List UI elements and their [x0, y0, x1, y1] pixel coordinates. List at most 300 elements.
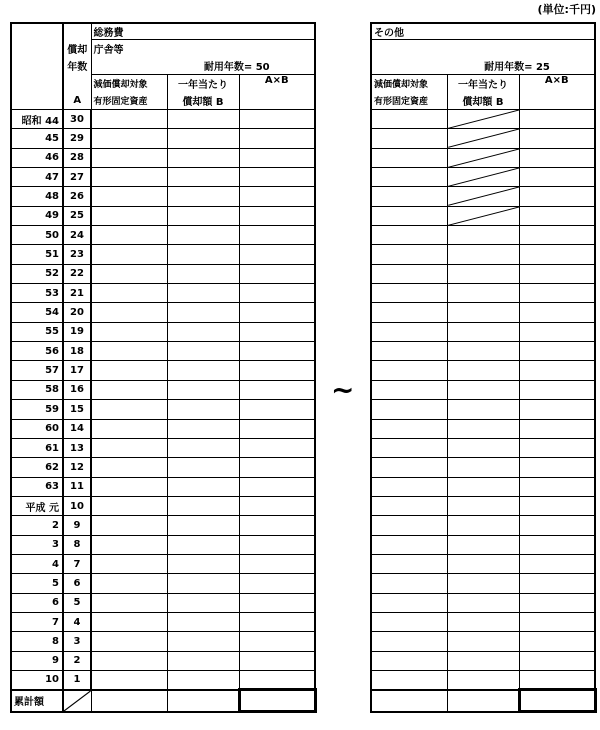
product-cell[interactable]: [519, 284, 595, 303]
asset-cell[interactable]: [91, 477, 167, 496]
diagonal-slash: [448, 187, 519, 205]
annual-cell[interactable]: [447, 322, 519, 341]
table-row: [371, 361, 595, 380]
total-annual-cell[interactable]: [167, 690, 239, 712]
annual-cell[interactable]: [447, 187, 519, 206]
product-cell[interactable]: [239, 342, 315, 361]
annual-cell[interactable]: [167, 110, 239, 129]
product-cell[interactable]: [239, 593, 315, 612]
annual-cell[interactable]: [447, 574, 519, 593]
asset-cell[interactable]: [91, 168, 167, 187]
total-product-cell[interactable]: [239, 690, 315, 712]
product-cell[interactable]: [239, 632, 315, 651]
annual-cell[interactable]: [447, 168, 519, 187]
product-cell[interactable]: [519, 206, 595, 225]
table-row: [11, 322, 315, 341]
asset-cell[interactable]: [91, 535, 167, 554]
asset-cell[interactable]: [91, 245, 167, 264]
depr-years-cell: 1: [63, 670, 91, 689]
product-cell[interactable]: [239, 574, 315, 593]
asset-cell[interactable]: [91, 380, 167, 399]
depr-years-cell: 6: [63, 574, 91, 593]
asset-cell[interactable]: [91, 206, 167, 225]
annual-cell[interactable]: [167, 322, 239, 341]
annual-cell[interactable]: [167, 168, 239, 187]
year-cell: 63: [11, 477, 63, 496]
annual-cell[interactable]: [167, 516, 239, 535]
table-row: [11, 496, 315, 515]
annual-cell[interactable]: [447, 361, 519, 380]
annual-cell[interactable]: [167, 264, 239, 283]
product-cell[interactable]: [519, 361, 595, 380]
asset-cell[interactable]: [371, 477, 447, 496]
table-row: [11, 574, 315, 593]
annual-cell[interactable]: [447, 458, 519, 477]
asset-cell[interactable]: [371, 110, 447, 129]
asset-cell[interactable]: [371, 284, 447, 303]
product-cell[interactable]: [519, 516, 595, 535]
table-row: [11, 458, 315, 477]
table-row: [371, 168, 595, 187]
annual-cell[interactable]: [447, 148, 519, 167]
product-cell[interactable]: [519, 554, 595, 573]
year-cell: 2: [11, 516, 63, 535]
product-cell[interactable]: [519, 303, 595, 322]
total-product-cell[interactable]: [519, 690, 595, 712]
table-row: [371, 651, 595, 670]
annual-cell[interactable]: [447, 303, 519, 322]
asset-cell[interactable]: [371, 554, 447, 573]
table-row: [11, 612, 315, 631]
product-cell[interactable]: [239, 380, 315, 399]
annual-cell[interactable]: [447, 110, 519, 129]
product-cell[interactable]: [519, 419, 595, 438]
table-row: [371, 593, 595, 612]
asset-cell[interactable]: [91, 110, 167, 129]
product-cell[interactable]: [239, 651, 315, 670]
year-cell: 平成 元: [11, 496, 63, 515]
depr-years-cell: 16: [63, 380, 91, 399]
total-row: [11, 690, 315, 712]
annual-cell[interactable]: [447, 535, 519, 554]
table-row: [371, 303, 595, 322]
product-cell[interactable]: [519, 322, 595, 341]
product-cell[interactable]: [239, 516, 315, 535]
diagonal-slash: [448, 207, 519, 225]
table-row: [11, 651, 315, 670]
table-row: [371, 554, 595, 573]
product-cell[interactable]: [239, 496, 315, 515]
total-annual-cell[interactable]: [447, 690, 519, 712]
table-row: [371, 110, 595, 129]
table-row: [11, 148, 315, 167]
asset-cell[interactable]: [91, 342, 167, 361]
table-row: [371, 632, 595, 651]
table-row: [371, 226, 595, 245]
year-cell: 45: [11, 129, 63, 148]
product-cell[interactable]: [239, 400, 315, 419]
annual-cell[interactable]: [447, 264, 519, 283]
annual-cell[interactable]: [167, 129, 239, 148]
annual-cell[interactable]: [447, 496, 519, 515]
right-col-asset-2: 有形固定資産: [371, 92, 447, 110]
annual-cell[interactable]: [447, 651, 519, 670]
asset-cell[interactable]: [371, 361, 447, 380]
total-years-cell: [63, 690, 91, 712]
asset-cell[interactable]: [371, 129, 447, 148]
depr-years-cell: 9: [63, 516, 91, 535]
product-cell[interactable]: [519, 226, 595, 245]
asset-cell[interactable]: [371, 168, 447, 187]
year-cell: 57: [11, 361, 63, 380]
asset-cell[interactable]: [371, 342, 447, 361]
product-cell[interactable]: [519, 593, 595, 612]
annual-cell[interactable]: [447, 438, 519, 457]
right-col-product: A×B: [519, 75, 595, 92]
table-row: [371, 264, 595, 283]
table-row: [11, 477, 315, 496]
product-cell[interactable]: [519, 458, 595, 477]
table-row: [371, 206, 595, 225]
asset-cell[interactable]: [91, 226, 167, 245]
asset-cell[interactable]: [371, 535, 447, 554]
annual-cell[interactable]: [447, 554, 519, 573]
product-cell[interactable]: [239, 438, 315, 457]
left-col-asset-2: 有形固定資産: [91, 92, 167, 110]
annual-cell[interactable]: [167, 593, 239, 612]
table-row: [371, 612, 595, 631]
table-row: [371, 148, 595, 167]
depr-years-cell: 15: [63, 400, 91, 419]
product-cell[interactable]: [519, 670, 595, 689]
product-cell[interactable]: [239, 322, 315, 341]
product-cell[interactable]: [519, 496, 595, 515]
asset-cell[interactable]: [371, 612, 447, 631]
asset-cell[interactable]: [371, 419, 447, 438]
asset-cell[interactable]: [371, 632, 447, 651]
annual-cell[interactable]: [447, 400, 519, 419]
product-cell[interactable]: [239, 245, 315, 264]
depr-years-cell: 28: [63, 148, 91, 167]
table-row: [11, 245, 315, 264]
annual-cell[interactable]: [167, 496, 239, 515]
asset-cell[interactable]: [91, 438, 167, 457]
product-cell[interactable]: [239, 477, 315, 496]
total-asset-cell[interactable]: [371, 690, 447, 712]
asset-cell[interactable]: [371, 458, 447, 477]
depr-years-cell: 14: [63, 419, 91, 438]
product-cell[interactable]: [519, 245, 595, 264]
depr-years-cell: 21: [63, 284, 91, 303]
year-cell: 61: [11, 438, 63, 457]
asset-cell[interactable]: [371, 148, 447, 167]
depr-years-cell: 10: [63, 496, 91, 515]
table-row: [371, 380, 595, 399]
depr-years-cell: 3: [63, 632, 91, 651]
asset-cell[interactable]: [91, 632, 167, 651]
product-cell[interactable]: [239, 110, 315, 129]
product-cell[interactable]: [519, 632, 595, 651]
table-row: [371, 342, 595, 361]
asset-cell[interactable]: [371, 400, 447, 419]
right-col-annual-1: 一年当たり: [447, 75, 519, 92]
annual-cell[interactable]: [447, 419, 519, 438]
product-cell[interactable]: [519, 438, 595, 457]
table-row: [371, 419, 595, 438]
depr-years-cell: 29: [63, 129, 91, 148]
left-category: 総務費: [91, 23, 315, 40]
depr-years-header-1: 償却: [63, 40, 91, 57]
product-cell[interactable]: [239, 168, 315, 187]
year-cell: 7: [11, 612, 63, 631]
product-cell[interactable]: [239, 303, 315, 322]
year-cell: 60: [11, 419, 63, 438]
depr-years-cell: 18: [63, 342, 91, 361]
annual-cell[interactable]: [167, 206, 239, 225]
annual-cell[interactable]: [447, 226, 519, 245]
asset-cell[interactable]: [91, 303, 167, 322]
table-row: [371, 400, 595, 419]
annual-cell[interactable]: [447, 516, 519, 535]
year-cell: 3: [11, 535, 63, 554]
annual-cell[interactable]: [167, 361, 239, 380]
col-a-label: A: [63, 92, 91, 110]
asset-cell[interactable]: [371, 651, 447, 670]
year-cell: 6: [11, 593, 63, 612]
year-cell: 58: [11, 380, 63, 399]
product-cell[interactable]: [239, 129, 315, 148]
product-cell[interactable]: [239, 187, 315, 206]
total-asset-cell[interactable]: [91, 690, 167, 712]
annual-cell[interactable]: [167, 303, 239, 322]
asset-cell[interactable]: [371, 187, 447, 206]
asset-cell[interactable]: [371, 593, 447, 612]
left-life-label: 耐用年数= 50: [91, 57, 315, 75]
total-row: [371, 690, 595, 712]
asset-cell[interactable]: [371, 670, 447, 689]
product-cell[interactable]: [239, 554, 315, 573]
annual-cell[interactable]: [447, 245, 519, 264]
asset-cell[interactable]: [91, 322, 167, 341]
product-cell[interactable]: [519, 535, 595, 554]
asset-cell[interactable]: [91, 516, 167, 535]
annual-cell[interactable]: [167, 187, 239, 206]
asset-cell[interactable]: [91, 574, 167, 593]
annual-cell[interactable]: [167, 477, 239, 496]
depr-years-cell: 2: [63, 651, 91, 670]
product-cell[interactable]: [519, 380, 595, 399]
annual-cell[interactable]: [167, 380, 239, 399]
product-cell[interactable]: [519, 651, 595, 670]
table-row: [11, 438, 315, 457]
table-row: [371, 496, 595, 515]
left-subcategory: 庁舎等: [91, 40, 315, 57]
table-row: [371, 477, 595, 496]
asset-cell[interactable]: [371, 245, 447, 264]
annual-cell[interactable]: [167, 245, 239, 264]
depr-years-cell: 19: [63, 322, 91, 341]
product-cell[interactable]: [239, 284, 315, 303]
annual-cell[interactable]: [167, 612, 239, 631]
asset-cell[interactable]: [371, 516, 447, 535]
table-row: [11, 516, 315, 535]
product-cell[interactable]: [519, 574, 595, 593]
table-row: [371, 129, 595, 148]
product-cell[interactable]: [519, 477, 595, 496]
asset-cell[interactable]: [91, 612, 167, 631]
asset-cell[interactable]: [91, 554, 167, 573]
asset-cell[interactable]: [371, 380, 447, 399]
annual-cell[interactable]: [167, 670, 239, 689]
product-cell[interactable]: [519, 110, 595, 129]
table-row: [11, 632, 315, 651]
asset-cell[interactable]: [371, 438, 447, 457]
table-row: [11, 380, 315, 399]
depr-years-cell: 7: [63, 554, 91, 573]
asset-cell[interactable]: [91, 284, 167, 303]
table-row: [11, 264, 315, 283]
depr-years-cell: 5: [63, 593, 91, 612]
product-cell[interactable]: [239, 458, 315, 477]
table-row: [11, 168, 315, 187]
asset-cell[interactable]: [371, 496, 447, 515]
table-row: [11, 187, 315, 206]
annual-cell[interactable]: [167, 342, 239, 361]
asset-cell[interactable]: [91, 361, 167, 380]
annual-cell[interactable]: [447, 477, 519, 496]
annual-cell[interactable]: [167, 632, 239, 651]
product-cell[interactable]: [239, 264, 315, 283]
product-cell[interactable]: [239, 361, 315, 380]
annual-cell[interactable]: [167, 554, 239, 573]
asset-cell[interactable]: [371, 264, 447, 283]
annual-cell[interactable]: [167, 651, 239, 670]
product-cell[interactable]: [519, 612, 595, 631]
product-cell[interactable]: [239, 612, 315, 631]
annual-cell[interactable]: [167, 535, 239, 554]
depr-years-header-2: 年数: [63, 57, 91, 75]
annual-cell[interactable]: [167, 400, 239, 419]
annual-cell[interactable]: [447, 380, 519, 399]
product-cell[interactable]: [519, 400, 595, 419]
table-row: [11, 129, 315, 148]
left-col-annual-2: 償却額 B: [167, 92, 239, 110]
product-cell[interactable]: [239, 670, 315, 689]
asset-cell[interactable]: [371, 303, 447, 322]
table-row: [371, 574, 595, 593]
table-row: [371, 284, 595, 303]
depr-years-cell: 27: [63, 168, 91, 187]
left-col-annual-1: 一年当たり: [167, 75, 239, 92]
asset-cell[interactable]: [91, 400, 167, 419]
asset-cell[interactable]: [91, 593, 167, 612]
product-cell[interactable]: [519, 168, 595, 187]
depr-years-cell: 13: [63, 438, 91, 457]
asset-cell[interactable]: [91, 264, 167, 283]
table-row: [11, 400, 315, 419]
depr-years-cell: 26: [63, 187, 91, 206]
annual-cell[interactable]: [167, 226, 239, 245]
asset-cell[interactable]: [371, 226, 447, 245]
product-cell[interactable]: [239, 206, 315, 225]
annual-cell[interactable]: [167, 438, 239, 457]
asset-cell[interactable]: [91, 148, 167, 167]
year-cell: 4: [11, 554, 63, 573]
year-cell: 52: [11, 264, 63, 283]
corner-cell: [63, 23, 91, 40]
annual-cell[interactable]: [167, 419, 239, 438]
asset-cell[interactable]: [91, 129, 167, 148]
table-row: [371, 245, 595, 264]
annual-cell[interactable]: [167, 148, 239, 167]
table-row: [11, 593, 315, 612]
diagonal-slash: [64, 691, 91, 711]
year-cell: 49: [11, 206, 63, 225]
product-cell[interactable]: [239, 226, 315, 245]
product-cell[interactable]: [519, 342, 595, 361]
annual-cell[interactable]: [447, 632, 519, 651]
table-row: [11, 342, 315, 361]
depr-years-cell: 22: [63, 264, 91, 283]
depr-years-cell: 30: [63, 110, 91, 129]
product-cell[interactable]: [239, 419, 315, 438]
right-col-annual-2: 償却額 B: [447, 92, 519, 110]
asset-cell[interactable]: [91, 458, 167, 477]
corner-cell: [11, 23, 63, 40]
year-cell: 56: [11, 342, 63, 361]
product-cell[interactable]: [239, 148, 315, 167]
product-cell[interactable]: [519, 264, 595, 283]
year-cell: 59: [11, 400, 63, 419]
annual-cell[interactable]: [167, 284, 239, 303]
year-cell: 51: [11, 245, 63, 264]
unit-label: (単位:千円): [537, 3, 596, 16]
annual-cell[interactable]: [447, 284, 519, 303]
annual-cell[interactable]: [447, 342, 519, 361]
year-cell: 昭和 44: [11, 110, 63, 129]
annual-cell[interactable]: [447, 670, 519, 689]
depr-years-cell: 20: [63, 303, 91, 322]
annual-cell[interactable]: [447, 206, 519, 225]
product-cell[interactable]: [519, 129, 595, 148]
product-cell[interactable]: [519, 148, 595, 167]
product-cell[interactable]: [519, 187, 595, 206]
asset-cell[interactable]: [91, 651, 167, 670]
table-row: [371, 458, 595, 477]
product-cell[interactable]: [239, 535, 315, 554]
annual-cell[interactable]: [447, 612, 519, 631]
table-row: [11, 535, 315, 554]
annual-cell[interactable]: [447, 593, 519, 612]
depr-years-cell: 12: [63, 458, 91, 477]
asset-cell[interactable]: [371, 206, 447, 225]
asset-cell[interactable]: [371, 574, 447, 593]
annual-cell[interactable]: [167, 458, 239, 477]
depr-years-cell: 23: [63, 245, 91, 264]
annual-cell[interactable]: [447, 129, 519, 148]
year-cell: 5: [11, 574, 63, 593]
asset-cell[interactable]: [371, 322, 447, 341]
asset-cell[interactable]: [91, 419, 167, 438]
asset-cell[interactable]: [91, 670, 167, 689]
table-row: [11, 361, 315, 380]
annual-cell[interactable]: [167, 574, 239, 593]
asset-cell[interactable]: [91, 496, 167, 515]
table-row: [11, 303, 315, 322]
depr-years-cell: 11: [63, 477, 91, 496]
asset-cell[interactable]: [91, 187, 167, 206]
depr-years-cell: 17: [63, 361, 91, 380]
